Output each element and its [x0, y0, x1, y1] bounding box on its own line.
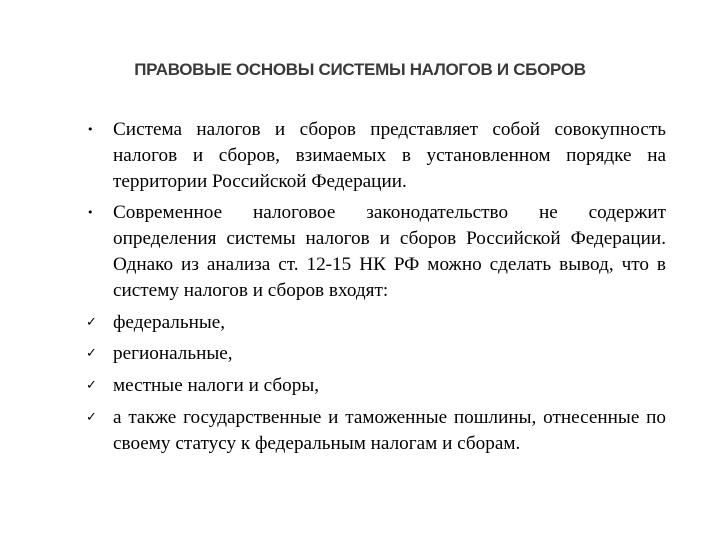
checkmark-icon: ✓: [86, 314, 97, 330]
list-item-text: местные налоги и сборы,: [113, 375, 320, 397]
list-item-text: а также государственные и таможенные пошлины, отнесенные по своему статусу к федеральным налогам и сборам.: [113, 406, 666, 454]
list-item-text: Система налогов и сборов представляет собой совокупность налогов и сборов, взимаемых в установленном порядке на территории Российской Федерации.: [113, 119, 666, 192]
checkmark-icon: ✓: [86, 346, 97, 362]
checkmark-icon: ✓: [86, 409, 97, 425]
bullet-icon: •: [87, 206, 94, 220]
list-item: [80, 341, 666, 367]
list-item: [80, 373, 666, 399]
list-item: [80, 405, 666, 457]
list-item: [80, 310, 666, 336]
list-item-text: региональные,: [113, 343, 233, 365]
list-item: [80, 200, 666, 303]
bullet-list: [80, 117, 666, 463]
list-item: [80, 117, 666, 194]
checkmark-icon: ✓: [86, 378, 97, 394]
slide-title: ПРАВОВЫЕ ОСНОВЫ СИСТЕМЫ НАЛОГОВ И СБОРОВ: [134, 60, 586, 79]
list-item-text: федеральные,: [113, 311, 226, 333]
bullet-icon: •: [87, 123, 94, 136]
list-item-text: Современное налоговое законодательство не содержит определения системы налогов и сборов Российской Федерации. Однако из анализа ст. 12-15 НК РФ можно сделать вывод, что в систему налогов и сборов входят:: [113, 202, 666, 301]
